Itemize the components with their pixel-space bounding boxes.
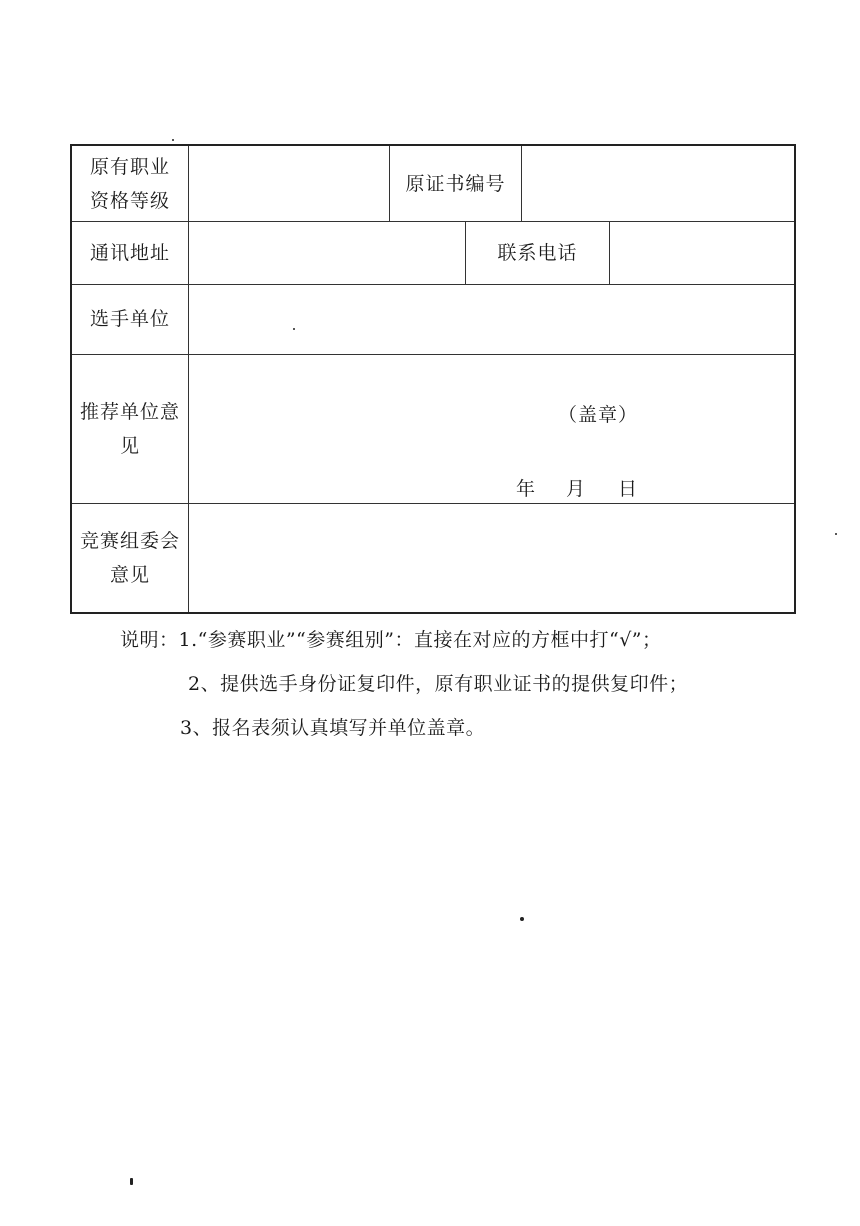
label-line: 见 — [119, 434, 140, 457]
scan-speck — [835, 533, 837, 535]
label-line: 推荐单位意 — [79, 400, 180, 423]
phone-field[interactable] — [611, 222, 793, 284]
date-day: 日 — [618, 478, 638, 500]
label-line: 意见 — [109, 563, 150, 586]
scan-speck — [172, 139, 174, 141]
label-line: 资格等级 — [89, 189, 170, 212]
column-divider — [609, 221, 610, 284]
scan-speck — [130, 1178, 133, 1185]
recommending-unit-opinion-label — [72, 354, 188, 503]
label-line: 竞赛组委会 — [79, 529, 180, 552]
column-divider — [521, 146, 522, 221]
scan-speck — [520, 917, 524, 921]
recommending-unit-opinion-field[interactable] — [190, 355, 793, 503]
note-line-1: 说明：1.“参赛职业”“参赛组别”：直接在对应的方框中打“√”； — [120, 629, 662, 651]
note-line-2: 2、提供选手身份证复印件，原有职业证书的提供复印件； — [188, 673, 689, 695]
seal-placeholder: （盖章） — [558, 404, 639, 426]
registration-form-table — [70, 144, 796, 614]
certificate-number-field[interactable] — [523, 146, 793, 221]
organizing-committee-opinion-field[interactable] — [190, 504, 793, 612]
note-line-3: 3、报名表须认真填写并单位盖章。 — [180, 717, 486, 739]
scan-speck — [293, 328, 295, 330]
organizing-committee-opinion-label — [72, 503, 188, 612]
date-month: 月 — [566, 478, 586, 500]
mailing-address-field[interactable] — [190, 222, 464, 284]
original-qualification-label — [72, 146, 188, 221]
date-year: 年 — [516, 478, 536, 500]
original-qualification-field[interactable] — [190, 146, 388, 221]
column-divider — [188, 146, 189, 612]
certificate-number-label: 原证书编号 — [405, 172, 506, 195]
mailing-address-label: 通讯地址 — [89, 241, 170, 264]
contestant-unit-field[interactable] — [190, 285, 793, 354]
label-line: 原有职业 — [89, 155, 170, 178]
phone-label: 联系电话 — [497, 241, 578, 264]
contestant-unit-label: 选手单位 — [89, 308, 170, 330]
